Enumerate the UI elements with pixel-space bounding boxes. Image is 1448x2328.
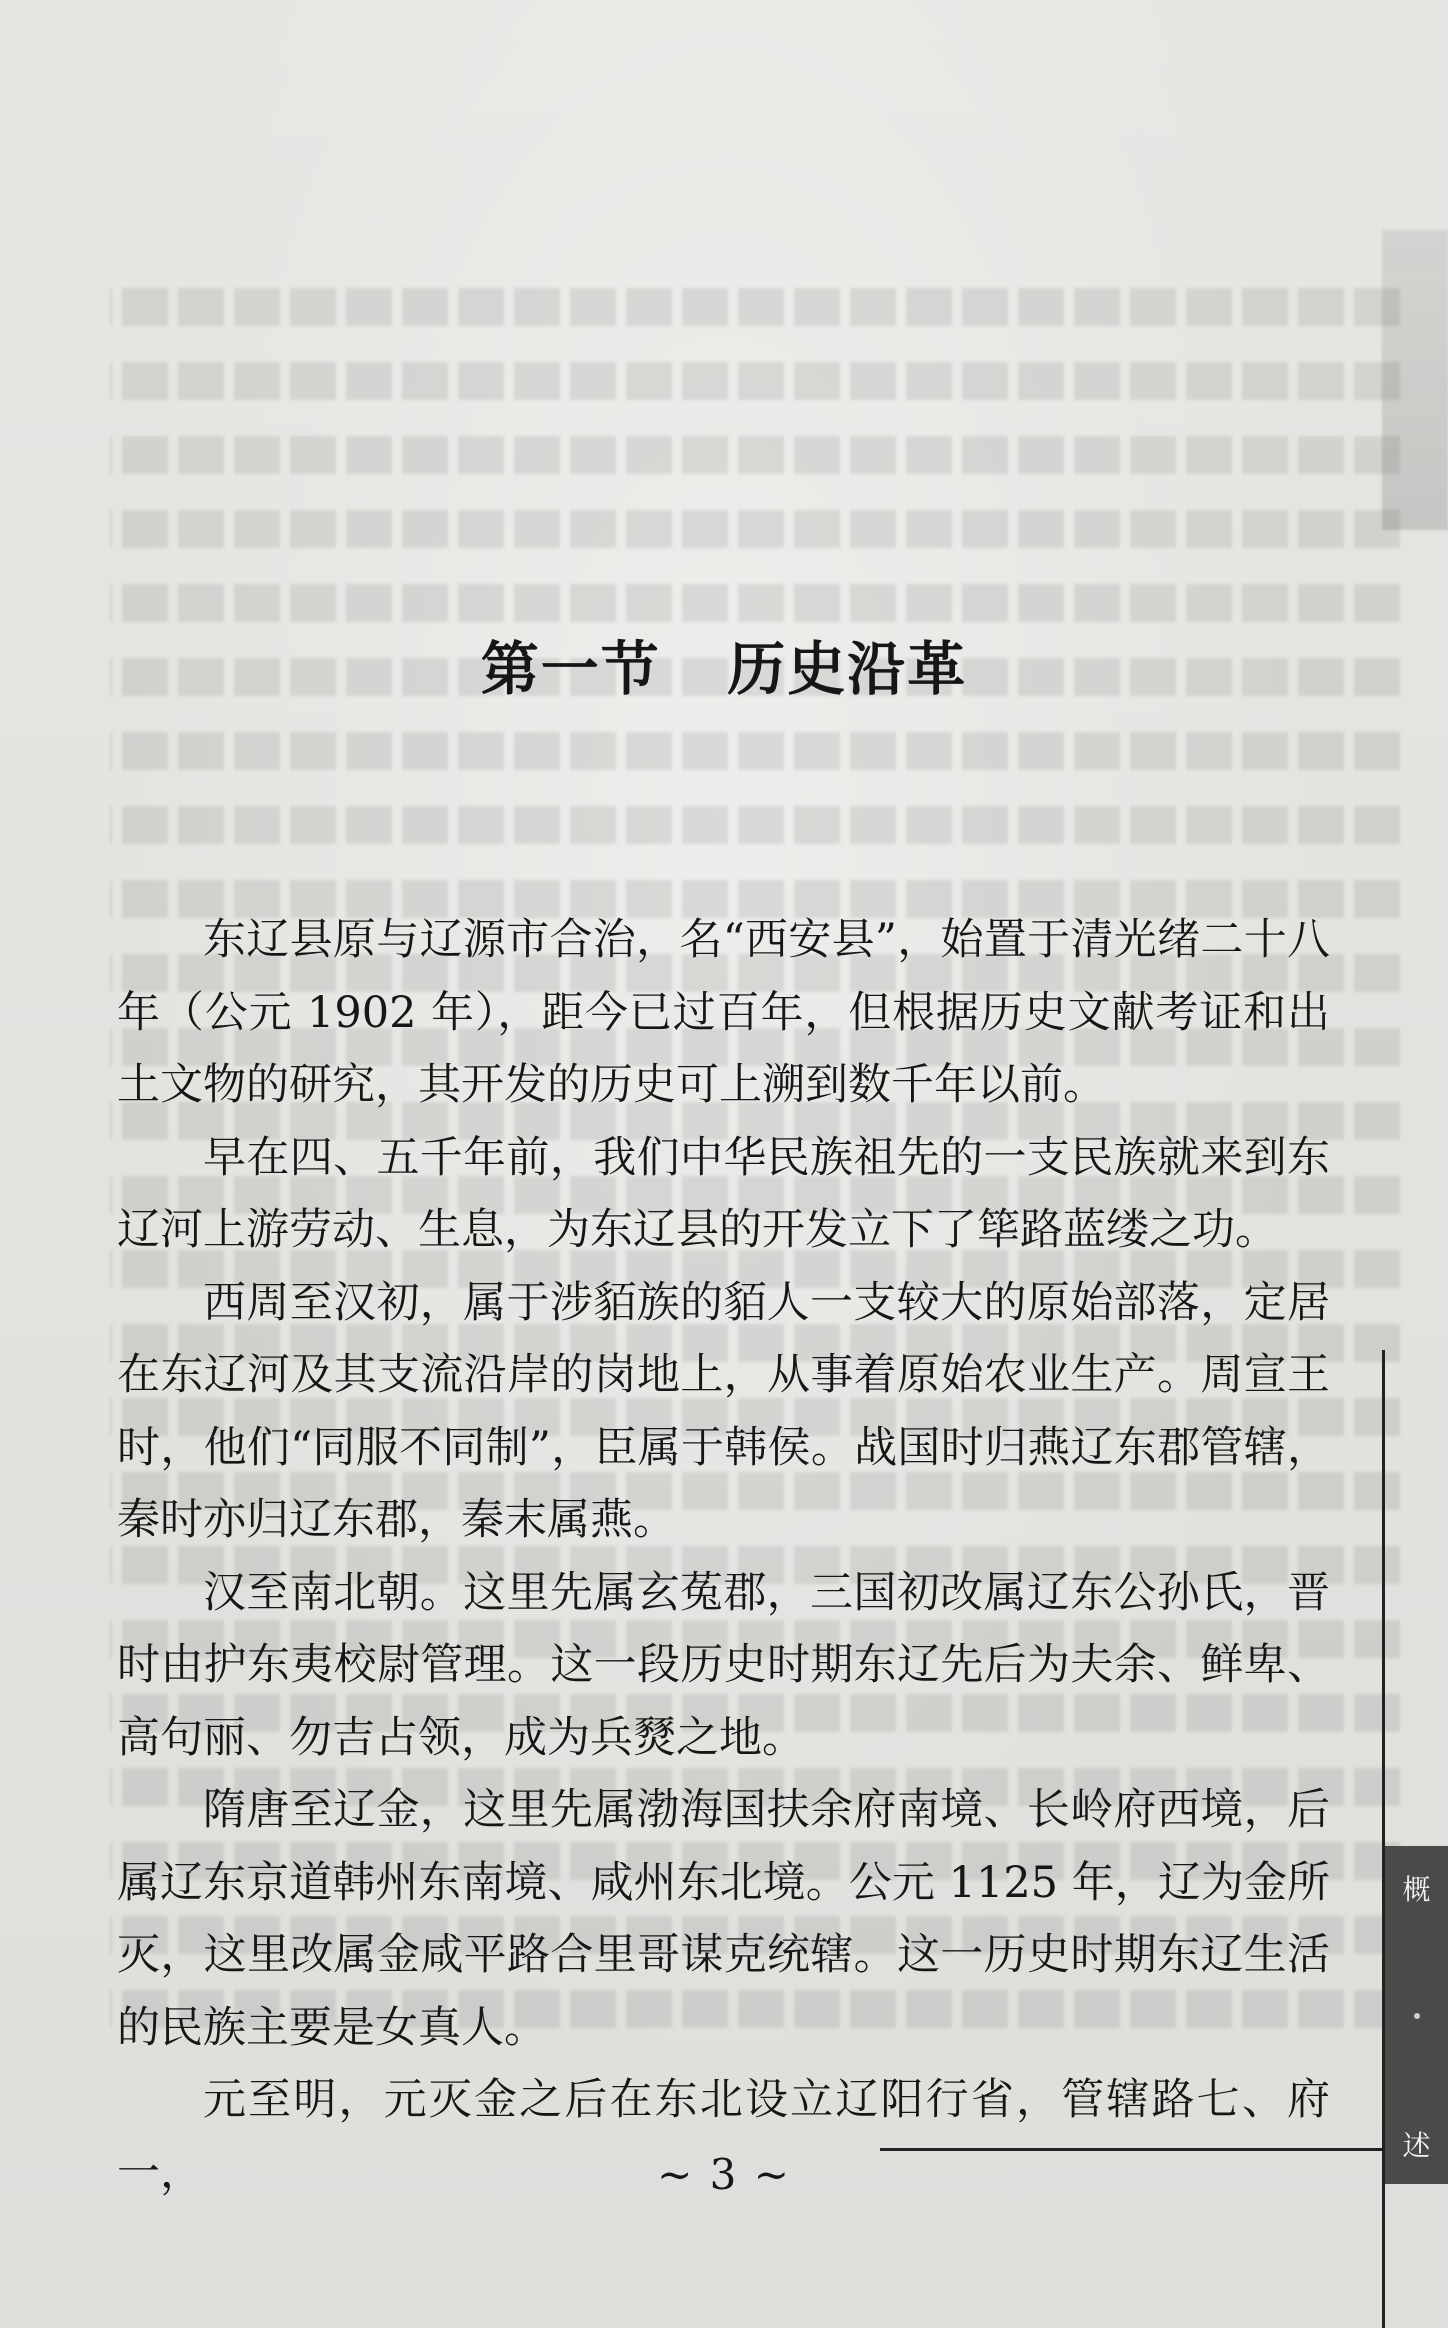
- chapter-tab: [1385, 1846, 1448, 2184]
- paragraph: 元至明，元灭金之后在东北设立辽阳行省，管辖路七、府一，: [117, 2075, 1330, 2198]
- chapter-tab-dot: [1414, 2013, 1420, 2019]
- paragraph: 西周至汉初，属于涉貊族的貊人一支较大的原始部落，定居在东辽河及其支流沿岸的岗地上，从事着原始农业生产。周宣王时，他们“同服不同制”，臣属于韩侯。战国时归燕辽东郡管辖，秦时亦归辽东郡，秦末属燕。: [117, 1277, 1330, 1545]
- reverse-page-tab-shadow: [1382, 230, 1448, 530]
- chapter-tab-top-char: 概: [1402, 1873, 1431, 1906]
- chapter-tab-bottom-char: 述: [1402, 2129, 1431, 2162]
- paragraph: 隋唐至辽金，这里先属渤海国扶余府南境、长岭府西境，后属辽东京道韩州东南境、咸州东北境。公元 1125 年，辽为金所灭，这里改属金咸平路合里哥谋克统辖。这一历史时期东辽生活的民族主要是女真人。: [117, 1785, 1330, 2053]
- body-text: [117, 904, 1330, 2209]
- paragraph: 早在四、五千年前，我们中华民族祖先的一支民族就来到东辽河上游劳动、生息，为东辽县的开发立下了筚路蓝缕之功。: [117, 1132, 1330, 1255]
- paragraph: 汉至南北朝。这里先属玄菟郡，三国初改属辽东公孙氏，晋时由护东夷校尉管理。这一段历史时期东辽先后为夫余、鲜卑、高句丽、勿吉占领，成为兵燹之地。: [117, 1567, 1330, 1763]
- page-number: ~ 3 ~: [657, 2150, 791, 2199]
- paragraph: 东辽县原与辽源市合治，名“西安县”，始置于清光绪二十八年（公元 1902 年），距今已过百年，但根据历史文献考证和出土文物的研究，其开发的历史可上溯到数千年以前。: [117, 915, 1330, 1110]
- margin-rule-horizontal: [880, 2148, 1385, 2151]
- section-title: 第一节 历史沿革: [480, 635, 968, 703]
